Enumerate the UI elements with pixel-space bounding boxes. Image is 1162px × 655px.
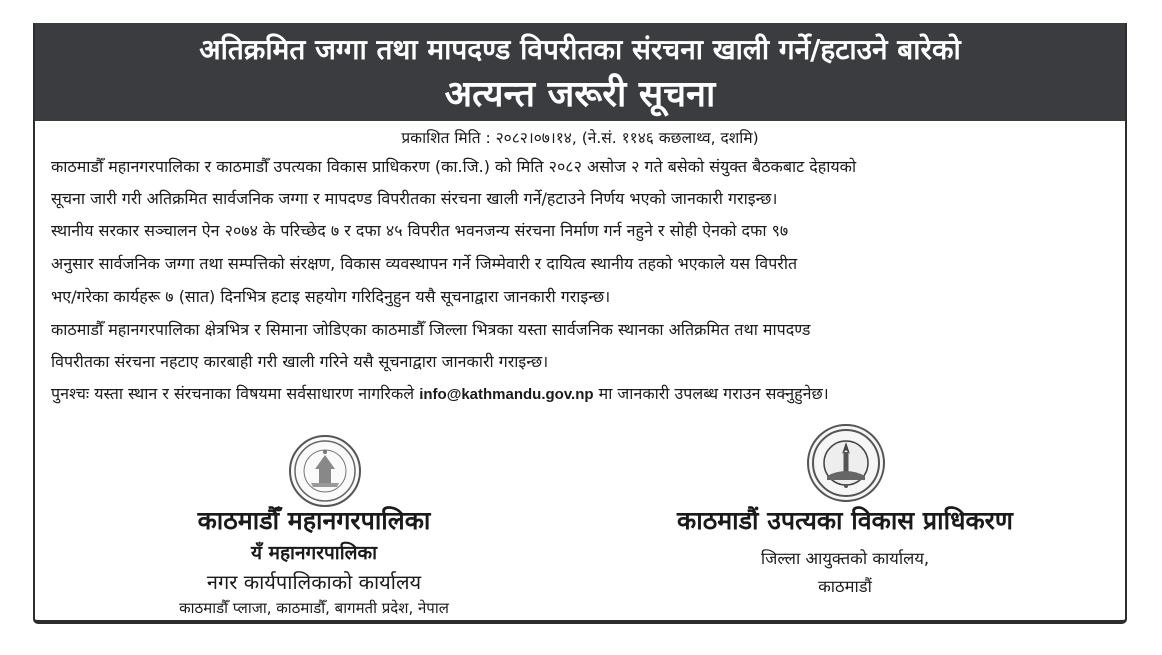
kmc-office: नगर कार्यपालिकाको कार्यालय	[206, 570, 422, 594]
body-line-5: भए/गरेका कार्यहरू ७ (सात) दिनभित्र हटाइ सहयोग गरिदिनुहुन यसै सूचनाद्वारा जानकारी गराइन्छ।	[51, 287, 611, 306]
contact-email: info@kathmandu.gov.np	[419, 386, 594, 403]
body-line-4: अनुसार सार्वजनिक जग्गा तथा सम्पत्तिको संरक्षण, विकास व्यवस्थापन गर्ने जिम्मेवारी र दायित्व स्थानीय तहको भएकाले यस विपरीत	[51, 254, 798, 273]
kmc-name-newari: यँ महानगरपालिका	[250, 542, 378, 564]
kmc-signature-block	[119, 503, 509, 619]
notice-title: अतिक्रमित जग्गा तथा मापदण्ड विपरीतका संरचना खाली गर्ने/हटाउने बारेको	[199, 33, 961, 66]
kvda-office: जिल्ला आयुक्तको कार्यालय,	[760, 549, 930, 568]
kmc-address: काठमाडौँ प्लाजा, काठमाडौँ, बागमती प्रदेश, नेपाल	[179, 599, 449, 617]
kmc-emblem-icon	[289, 435, 361, 507]
kvda-location: काठमाडौं	[818, 577, 872, 596]
kmc-name: काठमाडौँ महानगरपालिका	[197, 506, 431, 535]
publish-date: प्रकाशित मिति : २०८२।०७।१४, (ने.सं. ११४६ कछलाथ्व, दशमि)	[401, 129, 759, 147]
body-line-8-start: पुनश्चः यस्ता स्थान र संरचनाका विषयमा सर्वसाधारण नागरिकले	[51, 384, 420, 403]
body-line-7: विपरीतका संरचना नहटाए कारबाही गरी खाली गरिने यसै सूचनाद्वारा जानकारी गराइन्छ।	[51, 352, 549, 371]
kvda-name: काठमाडौं उपत्यका विकास प्राधिकरण	[677, 506, 1013, 535]
notice-header	[35, 23, 1125, 121]
body-line-8-end: मा जानकारी उपलब्ध गराउन सक्नुहुनेछ।	[593, 384, 829, 403]
body-line-1: काठमाडौँ महानगरपालिका र काठमाडौँ उपत्यका विकास प्राधिकरण (का.जि.) को मिति २०८२ असोज २ गते बसेको संयुक्त बैठकबाट देहायको	[51, 157, 857, 176]
body-line-8	[51, 380, 829, 409]
kvda-signature-block	[620, 503, 1070, 601]
kvda-emblem-icon	[807, 424, 885, 502]
notice-subtitle: अत्यन्त जरूरी सूचना	[444, 74, 716, 115]
body-line-2: सूचना जारी गरी अतिक्रमित सार्वजनिक जग्गा र मापदण्ड विपरीतका संरचना खाली गर्ने/हटाउने निर्णय भएको जानकारी गराइन्छ।	[51, 189, 778, 208]
body-line-3: स्थानीय सरकार सञ्चालन ऐन २०७४ के परिच्छेद ७ र दफा ४५ विपरीत भवनजन्य संरचना निर्माण गर्न नहुने र सोही ऐनको दफा ९७	[51, 221, 789, 240]
notice-card	[33, 23, 1127, 624]
body-line-6: काठमाडौँ महानगरपालिका क्षेत्रभित्र र सिमाना जोडिएका काठमाडौँ जिल्ला भित्रका यस्ता सार्वजनिक स्थानका अतिक्रमित तथा मापदण्ड	[51, 320, 811, 339]
